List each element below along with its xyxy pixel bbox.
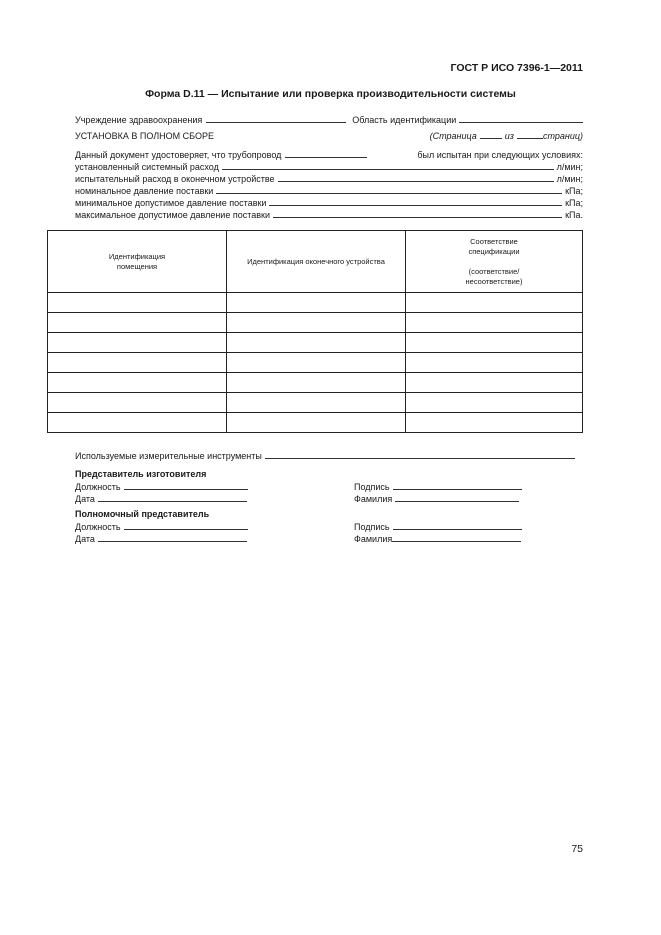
min-unit: кПа; bbox=[565, 198, 583, 208]
header-compliance-line2: спецификации bbox=[468, 246, 520, 256]
manufacturer-surname-field[interactable] bbox=[395, 492, 519, 502]
assembly-label: УСТАНОВКА В ПОЛНОМ СБОРЕ bbox=[75, 131, 214, 141]
table-cell[interactable] bbox=[227, 353, 406, 373]
page-of: из bbox=[504, 131, 514, 141]
institution-row bbox=[75, 112, 583, 125]
assembly-row bbox=[75, 128, 583, 141]
area-label: Область идентификации bbox=[352, 115, 457, 125]
standard-header: ГОСТ Р ИСО 7396-1—2011 bbox=[450, 62, 583, 74]
max-unit: кПа. bbox=[565, 210, 583, 220]
authorized-signature-row bbox=[354, 520, 522, 532]
nominal-field[interactable] bbox=[216, 184, 562, 194]
test-flow-unit: л/мин; bbox=[556, 174, 583, 184]
authorized-date-field[interactable] bbox=[98, 532, 247, 542]
table-cell[interactable] bbox=[227, 313, 406, 333]
min-label: минимальное допустимое давление поставки bbox=[75, 198, 267, 208]
table-row bbox=[48, 313, 583, 333]
cert-suffix: был испытан при следующих условиях: bbox=[417, 150, 583, 160]
header-compliance-line1: Соответствие bbox=[470, 236, 518, 246]
manufacturer-position-field[interactable] bbox=[124, 480, 248, 490]
max-label: максимальное допустимое давление поставки bbox=[75, 210, 270, 220]
page-number: 75 bbox=[571, 843, 583, 855]
authorized-position-field[interactable] bbox=[124, 520, 248, 530]
table-cell[interactable] bbox=[48, 373, 227, 393]
authorized-surname-field[interactable] bbox=[392, 532, 521, 542]
table-row bbox=[48, 393, 583, 413]
results-table bbox=[47, 230, 583, 433]
table-cell[interactable] bbox=[406, 353, 583, 373]
authorized-date-row bbox=[75, 532, 247, 544]
header-room-id bbox=[48, 231, 227, 293]
manufacturer-position-row bbox=[75, 480, 248, 492]
institution-field[interactable] bbox=[206, 113, 346, 123]
table-cell[interactable] bbox=[48, 293, 227, 313]
table-cell[interactable] bbox=[48, 393, 227, 413]
authorized-surname-label: Фамилия bbox=[354, 534, 393, 544]
table-cell[interactable] bbox=[406, 373, 583, 393]
manufacturer-signature-field[interactable] bbox=[393, 480, 522, 490]
manufacturer-date-row bbox=[75, 492, 247, 504]
manufacturer-signature-label: Подпись bbox=[354, 482, 390, 492]
table-header-row bbox=[48, 231, 583, 293]
table-row bbox=[48, 293, 583, 313]
area-field[interactable] bbox=[459, 113, 583, 123]
table-cell[interactable] bbox=[48, 313, 227, 333]
table-cell[interactable] bbox=[406, 413, 583, 433]
table-cell[interactable] bbox=[406, 313, 583, 333]
table-cell[interactable] bbox=[227, 373, 406, 393]
manufacturer-surname-row bbox=[354, 492, 519, 504]
manufacturer-heading: Представитель изготовителя bbox=[75, 469, 207, 479]
institution-label: Учреждение здравоохранения bbox=[75, 115, 203, 125]
table-cell[interactable] bbox=[406, 393, 583, 413]
authorized-surname-row bbox=[354, 532, 521, 544]
page-number-field[interactable] bbox=[480, 129, 502, 139]
header-compliance bbox=[406, 231, 583, 293]
header-room-id-line1: Идентификация bbox=[108, 251, 166, 261]
header-compliance-line3: (соответствие/ bbox=[468, 266, 520, 276]
instruments-field[interactable] bbox=[265, 449, 575, 459]
table-cell[interactable] bbox=[406, 293, 583, 313]
header-compliance-line4: несоответствие) bbox=[465, 276, 523, 286]
table-cell[interactable] bbox=[227, 413, 406, 433]
max-field[interactable] bbox=[273, 208, 562, 218]
manufacturer-surname-label: Фамилия bbox=[354, 494, 393, 504]
page-prefix: (Страница bbox=[429, 131, 477, 141]
header-terminal-id bbox=[227, 231, 406, 293]
table-cell[interactable] bbox=[48, 413, 227, 433]
page-suffix: страниц) bbox=[542, 131, 583, 141]
form-title: Форма D.11 — Испытание или проверка производительности системы bbox=[145, 88, 516, 100]
header-terminal-id-text: Идентификация оконечного устройства bbox=[247, 256, 385, 266]
authorized-date-label: Дата bbox=[75, 534, 95, 544]
table-cell[interactable] bbox=[48, 353, 227, 373]
test-flow-field[interactable] bbox=[278, 172, 554, 182]
table-row bbox=[48, 333, 583, 353]
table-row bbox=[48, 353, 583, 373]
table-row bbox=[48, 373, 583, 393]
nominal-unit: кПа; bbox=[565, 186, 583, 196]
table-cell[interactable] bbox=[48, 333, 227, 353]
flow-unit: л/мин; bbox=[556, 162, 583, 172]
nominal-label: номинальное давление поставки bbox=[75, 186, 214, 196]
instruments-row bbox=[75, 448, 575, 461]
table-cell[interactable] bbox=[406, 333, 583, 353]
manufacturer-date-label: Дата bbox=[75, 494, 95, 504]
max-pressure-row bbox=[75, 207, 583, 220]
manufacturer-date-field[interactable] bbox=[98, 492, 247, 502]
header-room-id-line2: помещения bbox=[116, 261, 158, 271]
flow-label: установленный системный расход bbox=[75, 162, 219, 172]
table-cell[interactable] bbox=[227, 393, 406, 413]
test-flow-label: испытательный расход в оконечном устройстве bbox=[75, 174, 275, 184]
authorized-position-label: Должность bbox=[75, 522, 121, 532]
manufacturer-position-label: Должность bbox=[75, 482, 121, 492]
pipeline-field[interactable] bbox=[285, 148, 367, 158]
flow-field[interactable] bbox=[222, 160, 554, 170]
min-field[interactable] bbox=[269, 196, 562, 206]
authorized-heading: Полномочный представитель bbox=[75, 509, 210, 519]
authorized-position-row bbox=[75, 520, 248, 532]
table-row bbox=[48, 413, 583, 433]
cert-prefix: Данный документ удостоверяет, что трубопровод bbox=[75, 150, 282, 160]
table-cell[interactable] bbox=[227, 293, 406, 313]
authorized-signature-label: Подпись bbox=[354, 522, 390, 532]
authorized-signature-field[interactable] bbox=[393, 520, 522, 530]
page-total-field[interactable] bbox=[517, 129, 543, 139]
manufacturer-signature-row bbox=[354, 480, 522, 492]
table-cell[interactable] bbox=[227, 333, 406, 353]
instruments-label: Используемые измерительные инструменты bbox=[75, 451, 262, 461]
